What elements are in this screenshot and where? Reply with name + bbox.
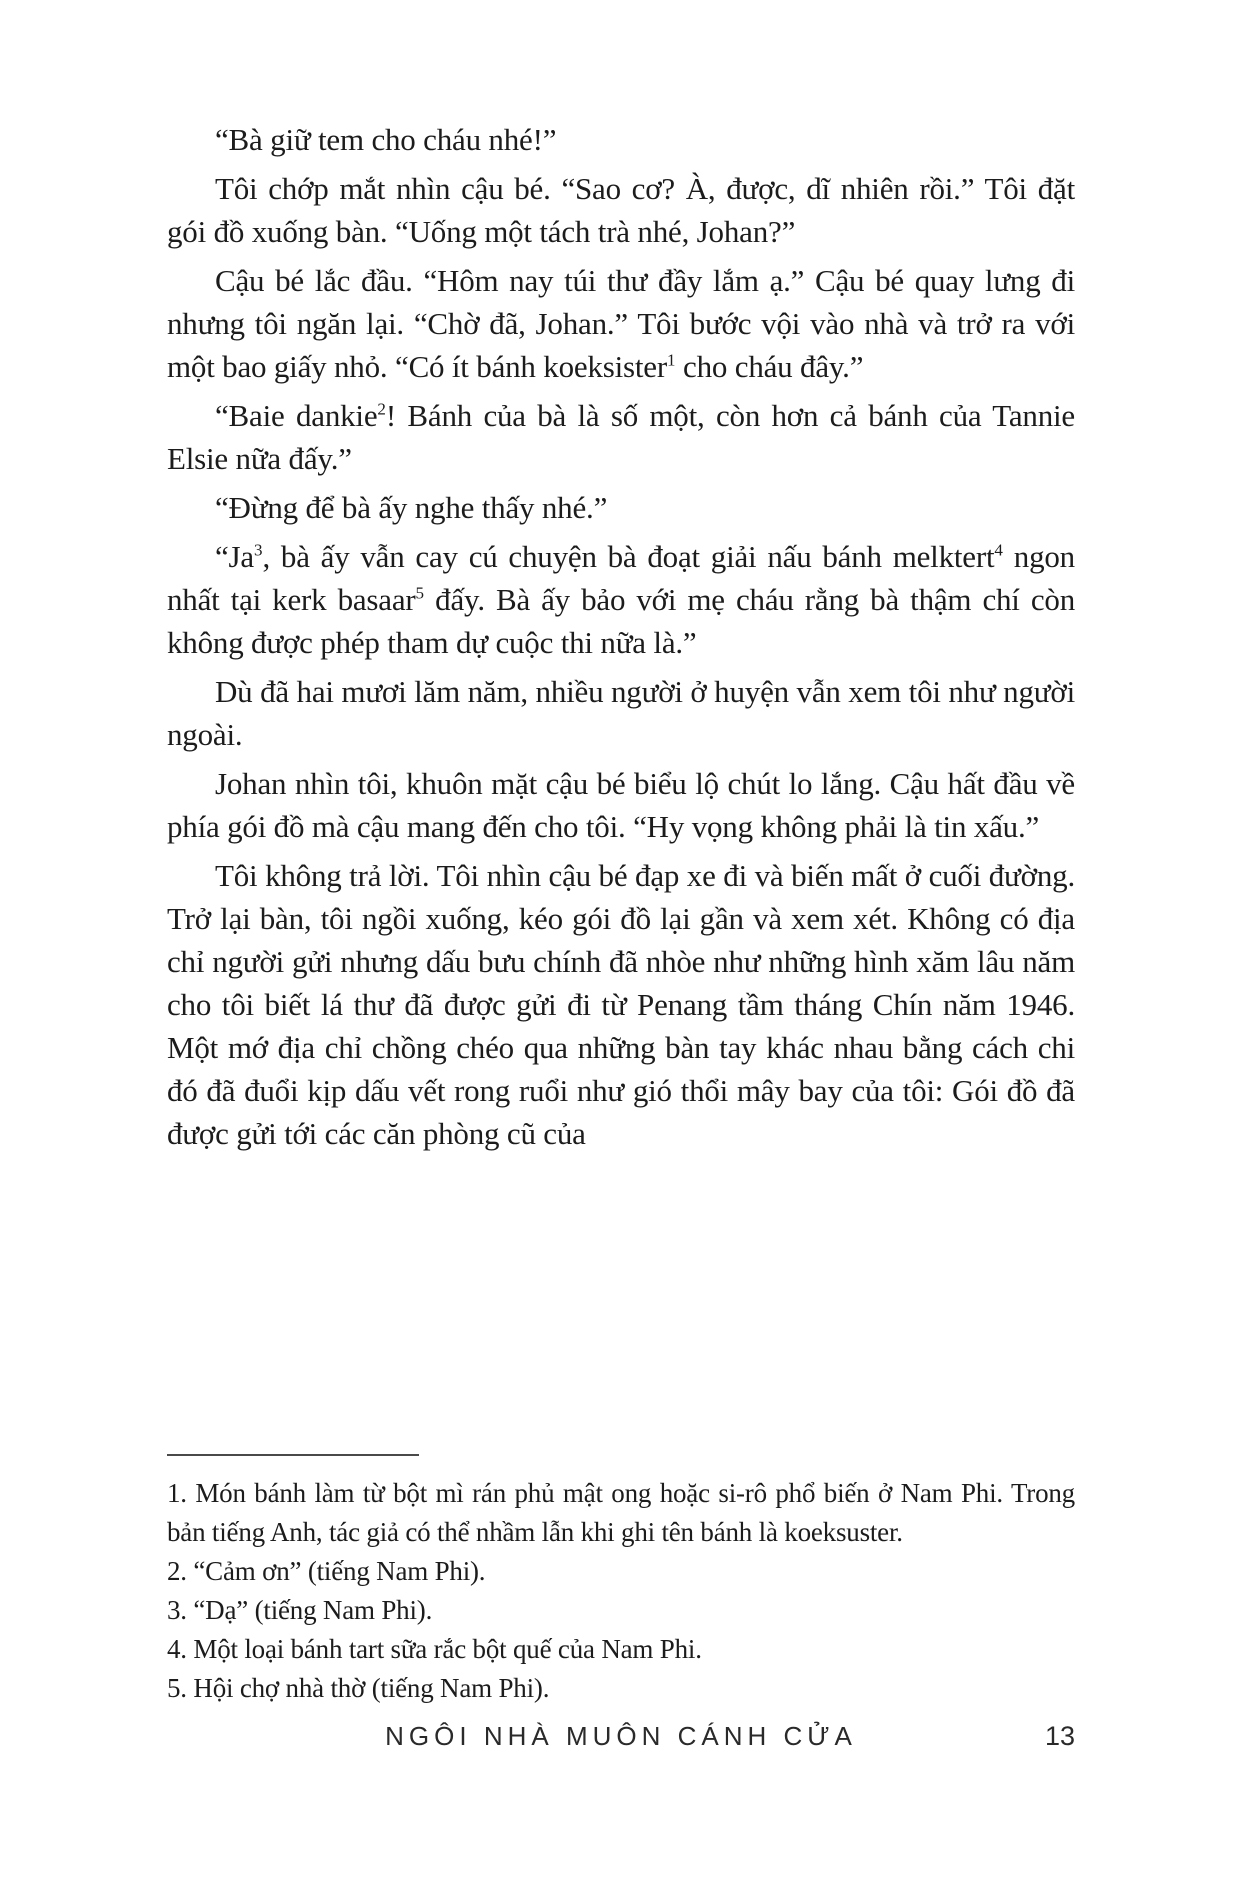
paragraph: “Đừng để bà ấy nghe thấy nhé.” (215, 490, 608, 525)
paragraph: Tôi chớp mắt nhìn cậu bé. “Sao cơ? À, được, dĩ nhiên rồi.” Tôi đặt gói đồ xuống bàn. “Uống một tách trà nhé, Johan?” (167, 171, 1075, 249)
footnote-ref: 4 (994, 540, 1003, 560)
paragraph: Cậu bé lắc đầu. “Hôm nay túi thư đầy lắm ạ.” Cậu bé quay lưng đi nhưng tôi ngăn lại. “Chờ đã, Johan.” Tôi bước vội vào nhà và trở ra với một bao giấy nhỏ. “Có ít bánh koeksister$^1$ cho cháu đây.” (167, 263, 1075, 384)
paragraph: Dù đã hai mươi lăm năm, nhiều người ở huyện vẫn xem tôi như người ngoài. (167, 674, 1075, 752)
footnote-item: 1. Món bánh làm từ bột mì rán phủ mật ong hoặc si-rô phổ biến ở Nam Phi. Trong bản tiếng Anh, tác giả có thể nhầm lẫn khi ghi tên bánh là koeksuster. (167, 1478, 1075, 1547)
footnote-ref: 5 (415, 583, 425, 603)
page-footer (167, 1716, 1075, 1756)
body-paragraphs (167, 118, 1075, 1161)
footnotes (167, 1474, 1075, 1708)
paragraph: Tôi không trả lời. Tôi nhìn cậu bé đạp xe đi và biến mất ở cuối đường. Trở lại bàn, tôi ngồi xuống, kéo gói đồ lại gần và xem xét. Không có địa chỉ người gửi nhưng dấu bưu chính đã nhòe như những hình xăm lâu năm cho tôi biết lá thư đã được gửi đi từ Penang tầm tháng Chín năm 1946. Một mớ địa chỉ chồng chéo qua những bàn tay khác nhau bằng cách chi đó đã đuổi kịp dấu vết rong ruổi như gió thổi mây bay của tôi: Gói đồ đã được gửi tới các căn phòng cũ của (167, 858, 1075, 1151)
footnote-item: 2. “Cảm ơn” (tiếng Nam Phi). (167, 1556, 486, 1586)
footnote-item: 5. Hội chợ nhà thờ (tiếng Nam Phi). (167, 1673, 550, 1703)
footnote-item: 4. Một loại bánh tart sữa rắc bột quế của Nam Phi. (167, 1634, 702, 1664)
footnote-ref: 1 (666, 350, 676, 370)
paragraph: “Bà giữ tem cho cháu nhé!” (215, 122, 557, 157)
running-title: NGÔI NHÀ MUÔN CÁNH CỬA (385, 1721, 857, 1751)
page-number: 13 (1044, 1721, 1075, 1751)
footnotes-divider (167, 1454, 419, 1456)
paragraph: “Baie dankie$^2$! Bánh của bà là số một, còn hơn cả bánh của Tannie Elsie nữa đấy.” (167, 398, 1075, 476)
footnote-ref: 3 (253, 540, 263, 560)
footnote-item: 3. “Dạ” (tiếng Nam Phi). (167, 1595, 433, 1625)
paragraph: Johan nhìn tôi, khuôn mặt cậu bé biểu lộ chút lo lắng. Cậu hất đầu về phía gói đồ mà cậu mang đến cho tôi. “Hy vọng không phải là tin xấu.” (167, 766, 1075, 844)
footnote-ref: 2 (377, 399, 386, 419)
paragraph: “Ja$^3$, bà ấy vẫn cay cú chuyện bà đoạt giải nấu bánh melktert$^4$ ngon nhất tại kerk basaar$^5$ đấy. Bà ấy bảo với mẹ cháu rằng bà thậm chí còn không được phép tham dự cuộc thi nữa là.” (167, 539, 1075, 660)
